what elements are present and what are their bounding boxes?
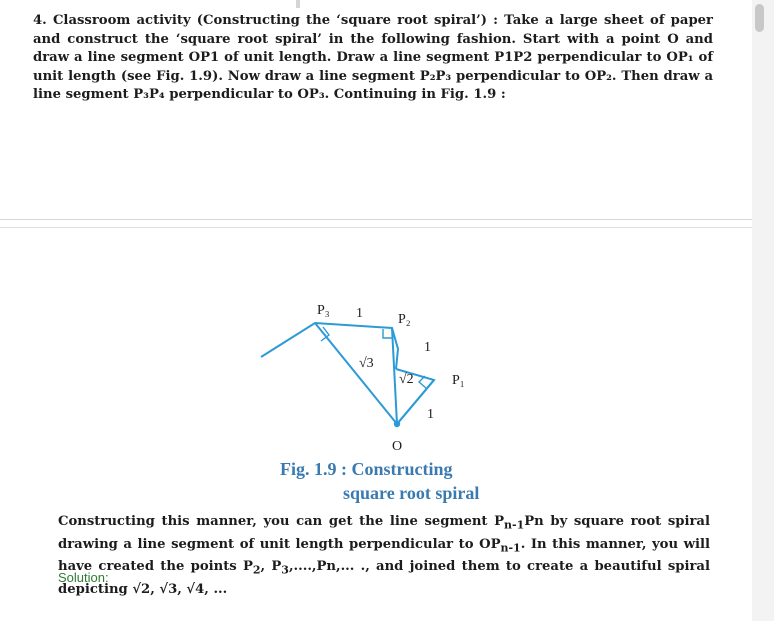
solution-text [58,512,710,599]
subscript: ₃ [143,87,149,103]
subscript: ₄ [158,87,165,103]
subscript: 3 [281,563,289,577]
solution-part: Pn by square root spiral drawing a line segment of unit length perpendicular to OP [58,514,710,552]
subscript: ₃ [318,87,325,103]
label-p2: P₂ [398,312,411,327]
question-part: P [148,87,159,103]
question-part: perpendicular to OP [164,87,319,103]
solution-label: Solution: [58,570,109,585]
divider [0,219,752,220]
subscript: 2 [252,563,261,577]
question-intro: 4. Classroom activity (Constructing the ‘square root spiral’) : Take a large sheet of paper and construct the ‘square root spiral’ in the following fashion. Start with a point O and draw a line segment OP1 of unit length. Draw a line segment P1P2 perpendicular to OP [33,13,713,66]
label-one-right: 1 [424,340,431,355]
caption-line-1: Fig. 1.9 : Constructing [280,459,453,479]
solution-part: . In this manner, you will have created the points P [58,536,710,575]
caption-line-2: square root spiral [343,483,480,503]
figure-caption [280,457,520,505]
solution-part: ,....,Pn,... ., and joined them to create a beautiful spiral depicting √2, √3, √4, ... [58,559,710,597]
subscript: ₃ [445,68,452,84]
point-o [394,421,400,427]
question-part: perpendicular to OP [451,68,607,84]
divider [0,227,752,228]
label-sqrt2: √2 [399,372,414,387]
question-part: . Continuing in Fig. 1.9 : [324,87,506,103]
solution-part: Constructing this manner, you can get the line segment P [58,514,505,529]
label-one-bottom: 1 [427,407,434,422]
label-o: O [392,439,403,454]
square-root-spiral-figure [255,290,515,460]
subscript: ₂ [606,68,612,84]
subscript: ₁ [687,50,694,66]
question-part: . Then draw a line segment P [33,68,713,103]
right-angle-p2 [383,329,392,338]
vertical-scrollbar[interactable] [752,0,774,621]
solution-part: , P [260,559,282,575]
spiral-outer-line [261,323,398,369]
label-p1: P₁ [452,373,465,388]
label-one-top: 1 [356,306,363,321]
label-sqrt3: √3 [359,356,374,371]
label-p3: P₃ [317,303,330,318]
subscript: ₂ [429,68,436,84]
question-part: of unit length (see Fig. 1.9). Now draw a line segment P [33,50,714,84]
question-part: P [435,68,446,84]
scrollbar-thumb[interactable] [755,4,764,32]
page-marker [296,0,300,8]
subscript: n-1 [500,541,521,555]
subscript: n-1 [504,518,525,532]
question-text [33,12,713,105]
